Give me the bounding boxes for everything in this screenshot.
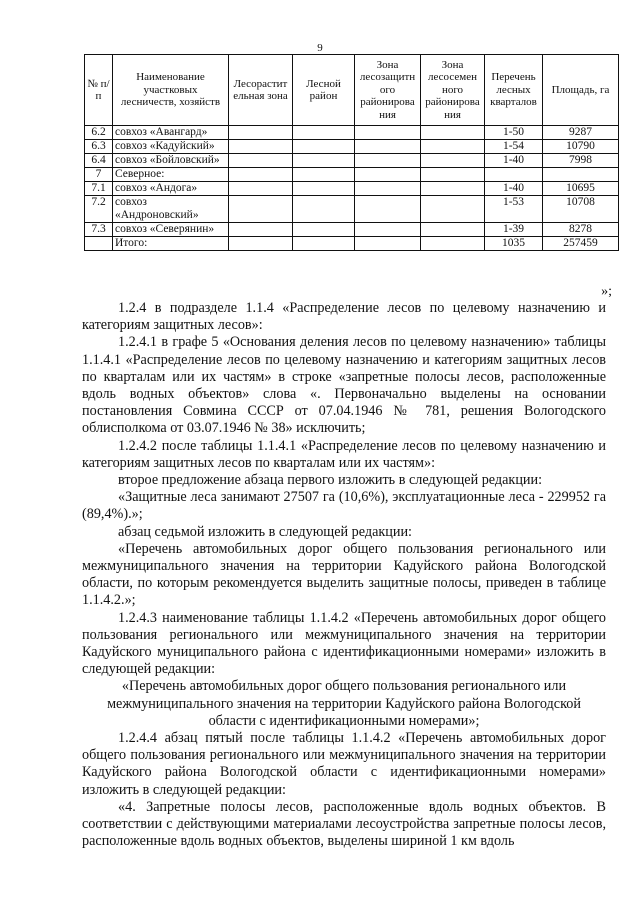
paragraph: абзац седьмой изложить в следующей редакции:	[118, 523, 413, 540]
cell-num: 7	[85, 168, 113, 182]
table-header-row	[85, 55, 619, 126]
paragraph: 1.2.4 в подразделе 1.1.4 «Распределение лесов по целевому назначению и категориям защитных лесов»:	[82, 300, 606, 334]
cell-quarters: 1-39	[485, 223, 543, 237]
table-row	[85, 168, 619, 182]
cell-name: совхоз «Бойловский»	[113, 154, 229, 168]
header-num: № п/п	[85, 55, 113, 126]
cell-area: 10695	[543, 182, 619, 196]
cell-quarters: 1-53	[485, 196, 543, 223]
page-number: 9	[317, 42, 323, 54]
paragraph: 1.2.4.1 в графе 5 «Основания деления лесов по целевому назначению» таблицы 1.1.4.1 «Распределение лесов по целевому назначению и категориям защитных лесов по кварталам или их частям» в строке «запретные полосы лесов, расположенные вдоль водных объектов» слова «. Первоначально выделены на основании постановления Совмина СССР от 07.04.1946 № 781, решения Вологодского облисполкома от 03.07.1946 № 38» исключить;	[82, 334, 606, 437]
header-forest-region: Лесной район	[293, 55, 355, 126]
cell-quarters: 1-54	[485, 140, 543, 154]
paragraph: «4. Запретные полосы лесов, расположенные вдоль водных объектов. В соответствии с действующими материалами лесоустройства запретные полосы лесов, расположенные вдоль водных объектов, выделены шириной 1 км вдоль	[82, 798, 606, 850]
closing-quote-mark: »;	[601, 284, 612, 299]
cell-name: совхоз «Кадуйский»	[113, 140, 229, 154]
cell-name: совхоз «Андроновский»	[113, 196, 229, 223]
cell-area: 8278	[543, 223, 619, 237]
paragraph: второе предложение абзаца первого изложить в следующей редакции:	[118, 472, 543, 489]
cell-num: 6.3	[85, 140, 113, 154]
paragraph: «Перечень автомобильных дорог общего пользования регионального или межмуниципального значения на территории Кадуйского района Вологодской области с идентификационными номерами»;	[107, 678, 581, 729]
cell-quarters	[485, 168, 543, 182]
cell-num: 7.2	[85, 196, 113, 223]
table-row	[85, 126, 619, 140]
total-area: 257459	[543, 237, 619, 251]
header-name: Наименование участковых лесничеств, хозяйств	[113, 55, 229, 126]
cell-num: 7.3	[85, 223, 113, 237]
table-row	[85, 196, 619, 223]
cell-area: 10708	[543, 196, 619, 223]
forestry-table	[84, 54, 619, 251]
cell-name: совхоз «Северянин»	[113, 223, 229, 237]
cell-area: 10790	[543, 140, 619, 154]
cell-num: 7.1	[85, 182, 113, 196]
total-quarters: 1035	[485, 237, 543, 251]
cell-num	[85, 237, 113, 251]
cell-area: 7998	[543, 154, 619, 168]
header-area: Площадь, га	[543, 55, 619, 126]
table-row	[85, 154, 619, 168]
paragraph: 1.2.4.2 после таблицы 1.1.4.1 «Распределение лесов по целевому назначению и категориям защитных лесов по кварталам или их частям»:	[82, 437, 606, 471]
table-row	[85, 223, 619, 237]
cell-name: Северное:	[113, 168, 229, 182]
paragraph: 1.2.4.4 абзац пятый после таблицы 1.1.4.2 «Перечень автомобильных дорог общего пользования регионального или межмуниципального значения на территории Кадуйского района Вологодской области с идентификационными номерами» изложить в следующей редакции:	[82, 730, 606, 798]
table-row	[85, 140, 619, 154]
cell-quarters: 1-40	[485, 154, 543, 168]
table-total-row	[85, 237, 619, 251]
document-body	[82, 300, 606, 851]
cell-name: совхоз «Авангард»	[113, 126, 229, 140]
header-protection-zone: Зона лесозащитн ого районирова ния	[355, 55, 421, 126]
cell-quarters: 1-50	[485, 126, 543, 140]
cell-area	[543, 168, 619, 182]
cell-quarters: 1-40	[485, 182, 543, 196]
paragraph: «Перечень автомобильных дорог общего пользования регионального или межмуниципального значения на территории Кадуйского района Вологодской области, по которым рекомендуется выделить защитные полосы, приведен в таблице 1.1.4.2.»;	[82, 540, 606, 609]
cell-name: совхоз «Андога»	[113, 182, 229, 196]
cell-area: 9287	[543, 126, 619, 140]
paragraph: 1.2.4.3 наименование таблицы 1.1.4.2 «Перечень автомобильных дорог общего пользования регионального или межмуниципального значения на территории Кадуйского муниципального района с идентификационными номерами» изложить в следующей редакции:	[82, 609, 606, 678]
total-label: Итого:	[113, 237, 229, 251]
header-seed-zone: Зона лесосемен ного районирова ния	[421, 55, 485, 126]
header-forest-zone: Лесорастит ельная зона	[229, 55, 293, 126]
cell-num: 6.2	[85, 126, 113, 140]
cell-num: 6.4	[85, 154, 113, 168]
paragraph: «Защитные леса занимают 27507 га (10,6%), эксплуатационные леса - 229952 га (89,4%).»;	[82, 489, 606, 523]
table-row	[85, 182, 619, 196]
header-quarters: Перечень лесных кварталов	[485, 55, 543, 126]
